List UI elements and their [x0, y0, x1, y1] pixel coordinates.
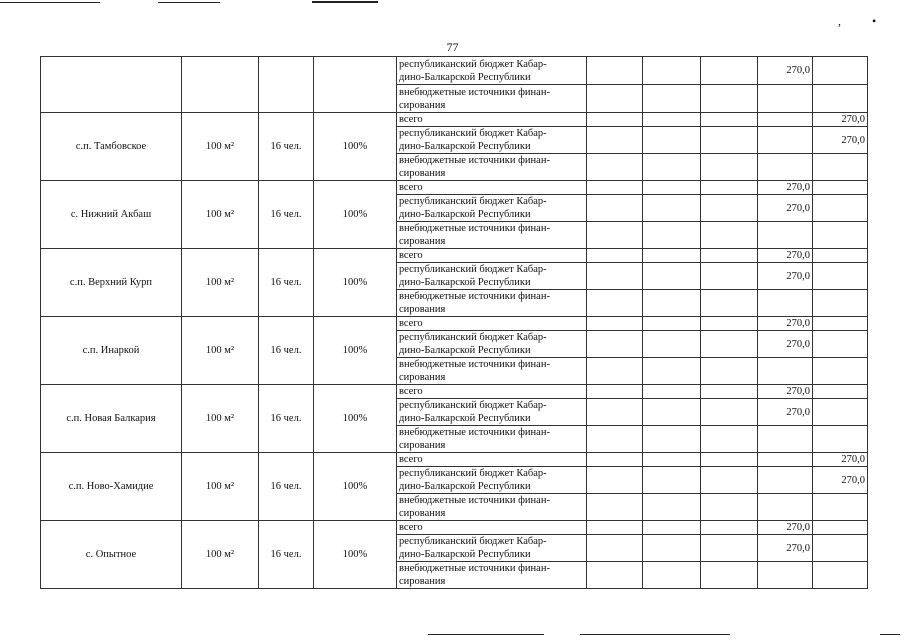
- people-cell: [259, 57, 314, 113]
- source-label: внебюджетные источники финан- сирования: [397, 85, 587, 113]
- settlement-cell: [41, 57, 182, 113]
- source-label-budget: республиканский бюджет Кабар- дино-Балкарской Республики: [397, 263, 587, 290]
- source-label-budget: республиканский бюджет Кабар- дино-Балкарской Республики: [397, 331, 587, 358]
- settlement-name: с.п. Ново-Хамидие: [41, 453, 182, 521]
- people-count: 16 чел.: [259, 113, 314, 181]
- value-cell: [813, 195, 868, 222]
- percent-value: 100%: [314, 521, 397, 589]
- people-count: 16 чел.: [259, 317, 314, 385]
- source-label-total: всего: [397, 453, 587, 467]
- source-label-extra: внебюджетные источники финан- сирования: [397, 222, 587, 249]
- value-cell: 270,0: [813, 127, 868, 154]
- value-cell: 270,0: [758, 249, 813, 263]
- table-row: [41, 453, 868, 467]
- settlement-name: с.п. Верхний Курп: [41, 249, 182, 317]
- table-row: [41, 317, 868, 331]
- source-label-budget: республиканский бюджет Кабар- дино-Балкарской Республики: [397, 195, 587, 222]
- value-cell: [813, 535, 868, 562]
- area-value: 100 м²: [182, 521, 259, 589]
- source-label-extra: внебюджетные источники финан- сирования: [397, 154, 587, 181]
- table-row: [41, 57, 868, 85]
- source-label-total: всего: [397, 521, 587, 535]
- area-value: 100 м²: [182, 453, 259, 521]
- scan-mark-bottom-3: [880, 634, 900, 635]
- scan-speck-2: •: [872, 14, 877, 28]
- percent-value: 100%: [314, 181, 397, 249]
- settlement-name: с.п. Инаркой: [41, 317, 182, 385]
- source-label-total: всего: [397, 385, 587, 399]
- table-body: [41, 57, 868, 589]
- percent-value: 100%: [314, 385, 397, 453]
- source-label-extra: внебюджетные источники финан- сирования: [397, 562, 587, 589]
- value-cell: [813, 521, 868, 535]
- source-label-budget: республиканский бюджет Кабар- дино-Балкарской Республики: [397, 535, 587, 562]
- value-cell: 270,0: [758, 263, 813, 290]
- source-label-budget: республиканский бюджет Кабар- дино-Балкарской Республики: [397, 127, 587, 154]
- source-label-total: всего: [397, 113, 587, 127]
- scan-speck-1: ,: [838, 14, 841, 28]
- value-cell: 270,0: [758, 195, 813, 222]
- value-cell: [813, 385, 868, 399]
- area-value: 100 м²: [182, 385, 259, 453]
- value-cell: 270,0: [813, 113, 868, 127]
- source-label-extra: внебюджетные источники финан- сирования: [397, 358, 587, 385]
- value-cell: 270,0: [758, 331, 813, 358]
- value-cell: [813, 181, 868, 195]
- people-count: 16 чел.: [259, 181, 314, 249]
- page-number: 77: [446, 40, 459, 54]
- percent-value: 100%: [314, 113, 397, 181]
- table-row: [41, 249, 868, 263]
- table-row: [41, 113, 868, 127]
- settlement-name: с. Опытное: [41, 521, 182, 589]
- source-label-total: всего: [397, 249, 587, 263]
- settlement-name: с.п. Новая Балкария: [41, 385, 182, 453]
- value-cell: 270,0: [758, 399, 813, 426]
- people-count: 16 чел.: [259, 521, 314, 589]
- value-cell: 270,0: [758, 57, 813, 85]
- value-cell: [758, 127, 813, 154]
- source-label-total: всего: [397, 317, 587, 331]
- source-label-extra: внебюджетные источники финан- сирования: [397, 426, 587, 453]
- area-cell: [182, 57, 259, 113]
- value-cell: [813, 249, 868, 263]
- percent-value: 100%: [314, 249, 397, 317]
- table-row: [41, 521, 868, 535]
- value-cell: [813, 317, 868, 331]
- funding-table: [40, 56, 868, 589]
- value-cell: [813, 399, 868, 426]
- area-value: 100 м²: [182, 181, 259, 249]
- table-row: [41, 385, 868, 399]
- scan-mark-bottom-1: [428, 634, 544, 635]
- value-cell: 270,0: [758, 317, 813, 331]
- people-count: 16 чел.: [259, 249, 314, 317]
- value-cell: 270,0: [758, 181, 813, 195]
- scan-mark-top-2: [158, 2, 220, 3]
- percent-cell: [314, 57, 397, 113]
- source-label-total: всего: [397, 181, 587, 195]
- area-value: 100 м²: [182, 113, 259, 181]
- source-label-extra: внебюджетные источники финан- сирования: [397, 494, 587, 521]
- scan-mark-top-3: [312, 1, 378, 3]
- value-cell: [758, 467, 813, 494]
- people-count: 16 чел.: [259, 385, 314, 453]
- value-cell: [758, 453, 813, 467]
- value-cell: 270,0: [758, 535, 813, 562]
- value-cell: [813, 263, 868, 290]
- source-label-budget: республиканский бюджет Кабар- дино-Балкарской Республики: [397, 467, 587, 494]
- source-label-budget: республиканский бюджет Кабар- дино-Балкарской Республики: [397, 399, 587, 426]
- value-cell: 270,0: [813, 467, 868, 494]
- value-cell: 270,0: [813, 453, 868, 467]
- value-cell: [758, 113, 813, 127]
- value-cell: 270,0: [758, 385, 813, 399]
- scan-mark-bottom-2: [580, 634, 730, 635]
- percent-value: 100%: [314, 453, 397, 521]
- people-count: 16 чел.: [259, 453, 314, 521]
- settlement-name: с.п. Тамбовское: [41, 113, 182, 181]
- source-label: республиканский бюджет Кабар- дино-Балкарской Республики: [397, 57, 587, 85]
- table-row: [41, 181, 868, 195]
- area-value: 100 м²: [182, 317, 259, 385]
- scan-mark-top-1: [0, 2, 100, 3]
- value-cell: 270,0: [758, 521, 813, 535]
- percent-value: 100%: [314, 317, 397, 385]
- value-cell: [813, 331, 868, 358]
- area-value: 100 м²: [182, 249, 259, 317]
- source-label-extra: внебюджетные источники финан- сирования: [397, 290, 587, 317]
- settlement-name: с. Нижний Акбаш: [41, 181, 182, 249]
